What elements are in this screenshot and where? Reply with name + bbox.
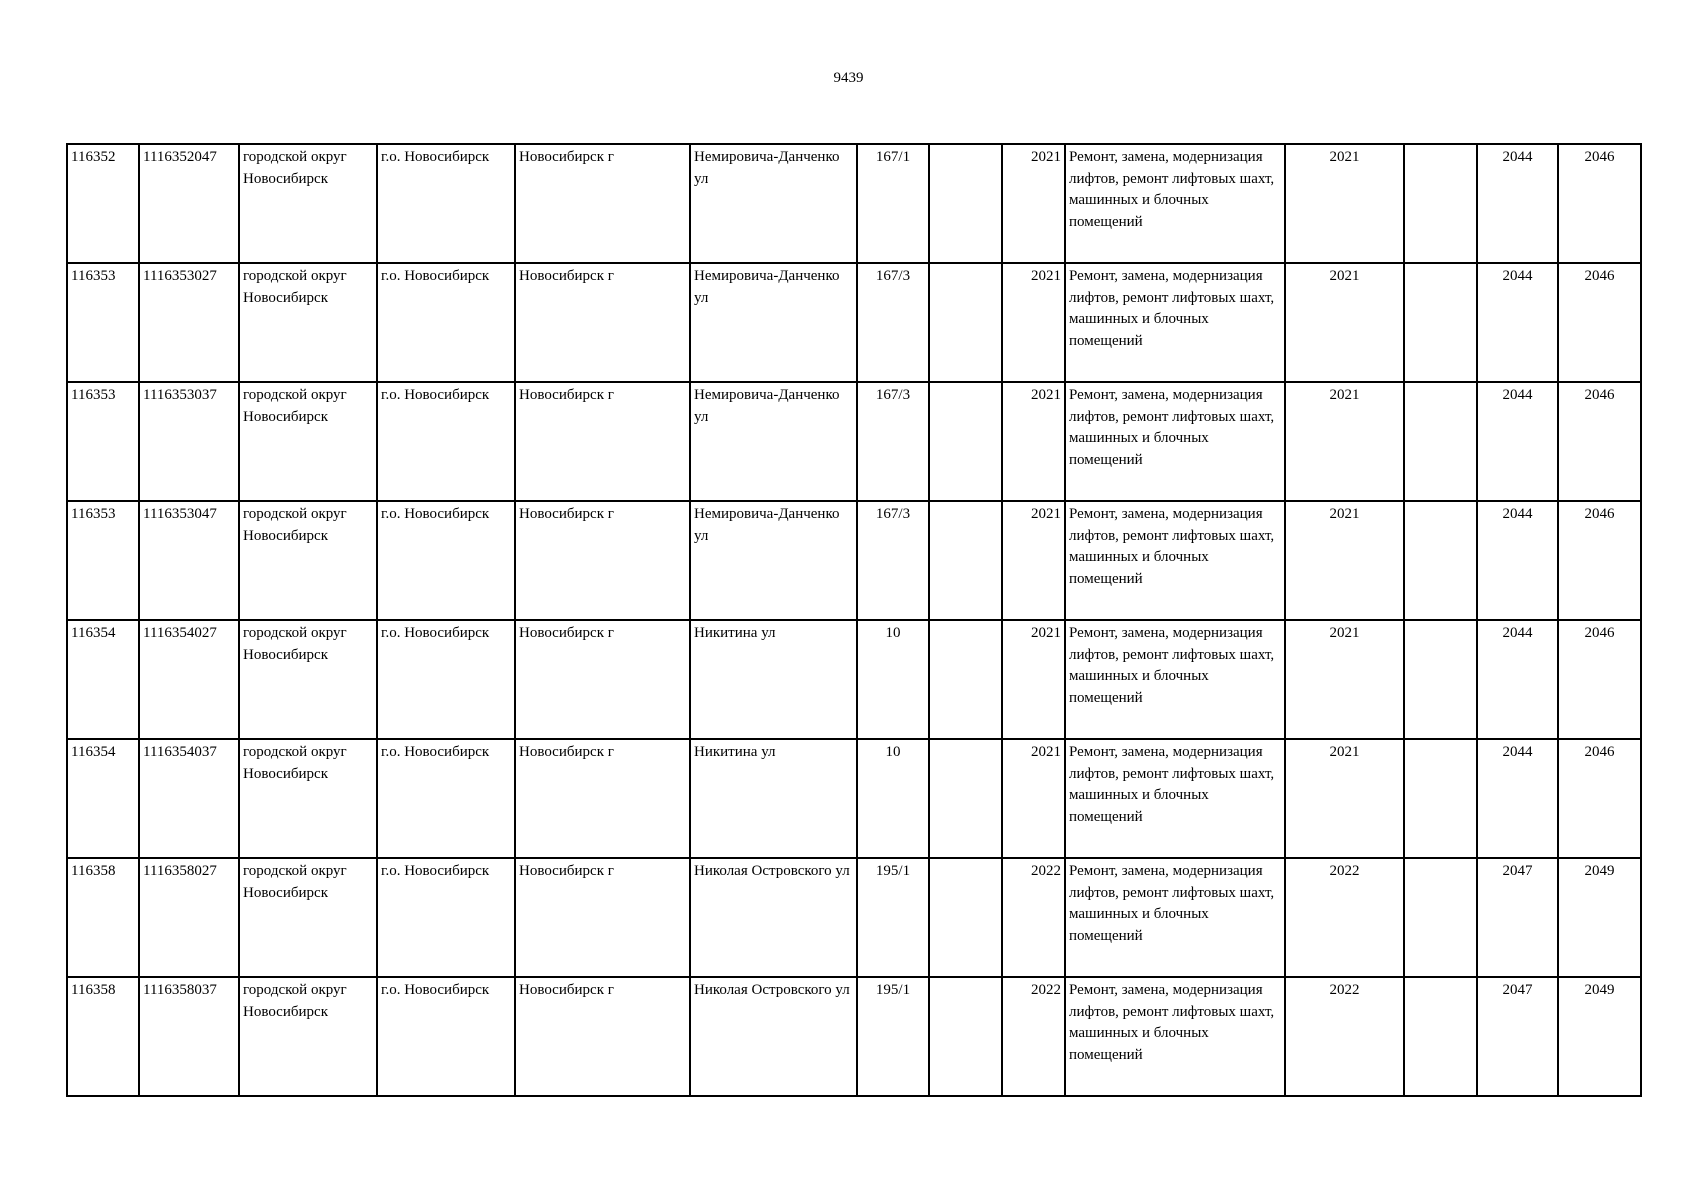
year-cell: 2022 (1002, 977, 1065, 1096)
object-code-cell: 1116353047 (139, 501, 239, 620)
empty-cell (1404, 620, 1477, 739)
work-type-cell: Ремонт, замена, модернизация лифтов, ремонт лифтовых шахт, машинных и блочных помещений (1065, 144, 1285, 263)
work-year-cell: 2021 (1285, 263, 1404, 382)
year-to-cell: 2049 (1558, 858, 1641, 977)
work-type-cell: Ремонт, замена, модернизация лифтов, ремонт лифтовых шахт, машинных и блочных помещений (1065, 263, 1285, 382)
house-cell: 167/3 (857, 263, 929, 382)
street-cell: Николая Островского ул (690, 977, 857, 1096)
empty-cell (1404, 144, 1477, 263)
work-year-cell: 2021 (1285, 144, 1404, 263)
year-from-cell: 2044 (1477, 144, 1558, 263)
empty-cell (929, 977, 1002, 1096)
municipality-cell: городской округ Новосибирск (239, 501, 377, 620)
object-code-cell: 1116352047 (139, 144, 239, 263)
house-cell: 167/1 (857, 144, 929, 263)
city-cell: Новосибирск г (515, 263, 690, 382)
year-from-cell: 2044 (1477, 501, 1558, 620)
work-type-cell: Ремонт, замена, модернизация лифтов, ремонт лифтовых шахт, машинных и блочных помещений (1065, 858, 1285, 977)
municipality-cell: городской округ Новосибирск (239, 382, 377, 501)
municipality-cell: городской округ Новосибирск (239, 739, 377, 858)
table-row (67, 263, 1641, 382)
object-id-cell: 116353 (67, 501, 139, 620)
street-cell: Никитина ул (690, 739, 857, 858)
year-to-cell: 2046 (1558, 144, 1641, 263)
object-id-cell: 116353 (67, 263, 139, 382)
empty-cell (929, 144, 1002, 263)
district-cell: г.о. Новосибирск (377, 620, 515, 739)
street-cell: Немировича-Данченко ул (690, 144, 857, 263)
year-cell: 2021 (1002, 382, 1065, 501)
table-body (67, 144, 1641, 1096)
year-cell: 2021 (1002, 620, 1065, 739)
municipality-cell: городской округ Новосибирск (239, 977, 377, 1096)
municipality-cell: городской округ Новосибирск (239, 620, 377, 739)
work-year-cell: 2021 (1285, 382, 1404, 501)
year-to-cell: 2049 (1558, 977, 1641, 1096)
year-to-cell: 2046 (1558, 382, 1641, 501)
registry-table (66, 143, 1642, 1097)
page-number: 9439 (833, 70, 864, 86)
object-code-cell: 1116354027 (139, 620, 239, 739)
street-cell: Никитина ул (690, 620, 857, 739)
year-from-cell: 2044 (1477, 620, 1558, 739)
empty-cell (929, 739, 1002, 858)
object-id-cell: 116353 (67, 382, 139, 501)
district-cell: г.о. Новосибирск (377, 144, 515, 263)
city-cell: Новосибирск г (515, 382, 690, 501)
year-from-cell: 2047 (1477, 858, 1558, 977)
street-cell: Немировича-Данченко ул (690, 263, 857, 382)
empty-cell (1404, 739, 1477, 858)
empty-cell (1404, 382, 1477, 501)
year-cell: 2021 (1002, 501, 1065, 620)
district-cell: г.о. Новосибирск (377, 263, 515, 382)
house-cell: 10 (857, 620, 929, 739)
empty-cell (1404, 501, 1477, 620)
empty-cell (929, 858, 1002, 977)
street-cell: Немировича-Данченко ул (690, 382, 857, 501)
year-to-cell: 2046 (1558, 263, 1641, 382)
object-id-cell: 116352 (67, 144, 139, 263)
work-year-cell: 2021 (1285, 620, 1404, 739)
city-cell: Новосибирск г (515, 144, 690, 263)
house-cell: 10 (857, 739, 929, 858)
object-code-cell: 1116354037 (139, 739, 239, 858)
district-cell: г.о. Новосибирск (377, 739, 515, 858)
table-row (67, 144, 1641, 263)
object-id-cell: 116358 (67, 977, 139, 1096)
empty-cell (929, 263, 1002, 382)
year-cell: 2021 (1002, 263, 1065, 382)
year-to-cell: 2046 (1558, 739, 1641, 858)
year-cell: 2022 (1002, 858, 1065, 977)
year-to-cell: 2046 (1558, 620, 1641, 739)
year-from-cell: 2044 (1477, 739, 1558, 858)
year-from-cell: 2044 (1477, 263, 1558, 382)
object-code-cell: 1116358037 (139, 977, 239, 1096)
empty-cell (1404, 858, 1477, 977)
empty-cell (1404, 977, 1477, 1096)
district-cell: г.о. Новосибирск (377, 501, 515, 620)
table-row (67, 977, 1641, 1096)
year-from-cell: 2044 (1477, 382, 1558, 501)
street-cell: Николая Островского ул (690, 858, 857, 977)
year-from-cell: 2047 (1477, 977, 1558, 1096)
house-cell: 195/1 (857, 858, 929, 977)
house-cell: 167/3 (857, 382, 929, 501)
empty-cell (929, 501, 1002, 620)
district-cell: г.о. Новосибирск (377, 382, 515, 501)
city-cell: Новосибирск г (515, 620, 690, 739)
work-year-cell: 2022 (1285, 858, 1404, 977)
work-type-cell: Ремонт, замена, модернизация лифтов, ремонт лифтовых шахт, машинных и блочных помещений (1065, 382, 1285, 501)
district-cell: г.о. Новосибирск (377, 977, 515, 1096)
municipality-cell: городской округ Новосибирск (239, 263, 377, 382)
table-row (67, 858, 1641, 977)
object-code-cell: 1116353037 (139, 382, 239, 501)
table-row (67, 739, 1641, 858)
table-row (67, 501, 1641, 620)
object-id-cell: 116358 (67, 858, 139, 977)
work-type-cell: Ремонт, замена, модернизация лифтов, ремонт лифтовых шахт, машинных и блочных помещений (1065, 620, 1285, 739)
city-cell: Новосибирск г (515, 739, 690, 858)
work-type-cell: Ремонт, замена, модернизация лифтов, ремонт лифтовых шахт, машинных и блочных помещений (1065, 739, 1285, 858)
city-cell: Новосибирск г (515, 501, 690, 620)
year-cell: 2021 (1002, 144, 1065, 263)
empty-cell (929, 382, 1002, 501)
city-cell: Новосибирск г (515, 977, 690, 1096)
table-row (67, 382, 1641, 501)
empty-cell (929, 620, 1002, 739)
work-type-cell: Ремонт, замена, модернизация лифтов, ремонт лифтовых шахт, машинных и блочных помещений (1065, 501, 1285, 620)
city-cell: Новосибирск г (515, 858, 690, 977)
street-cell: Немировича-Данченко ул (690, 501, 857, 620)
house-cell: 195/1 (857, 977, 929, 1096)
district-cell: г.о. Новосибирск (377, 858, 515, 977)
work-year-cell: 2021 (1285, 501, 1404, 620)
municipality-cell: городской округ Новосибирск (239, 858, 377, 977)
object-code-cell: 1116358027 (139, 858, 239, 977)
municipality-cell: городской округ Новосибирск (239, 144, 377, 263)
work-type-cell: Ремонт, замена, модернизация лифтов, ремонт лифтовых шахт, машинных и блочных помещений (1065, 977, 1285, 1096)
empty-cell (1404, 263, 1477, 382)
house-cell: 167/3 (857, 501, 929, 620)
object-code-cell: 1116353027 (139, 263, 239, 382)
table-row (67, 620, 1641, 739)
work-year-cell: 2022 (1285, 977, 1404, 1096)
work-year-cell: 2021 (1285, 739, 1404, 858)
object-id-cell: 116354 (67, 739, 139, 858)
year-to-cell: 2046 (1558, 501, 1641, 620)
year-cell: 2021 (1002, 739, 1065, 858)
object-id-cell: 116354 (67, 620, 139, 739)
